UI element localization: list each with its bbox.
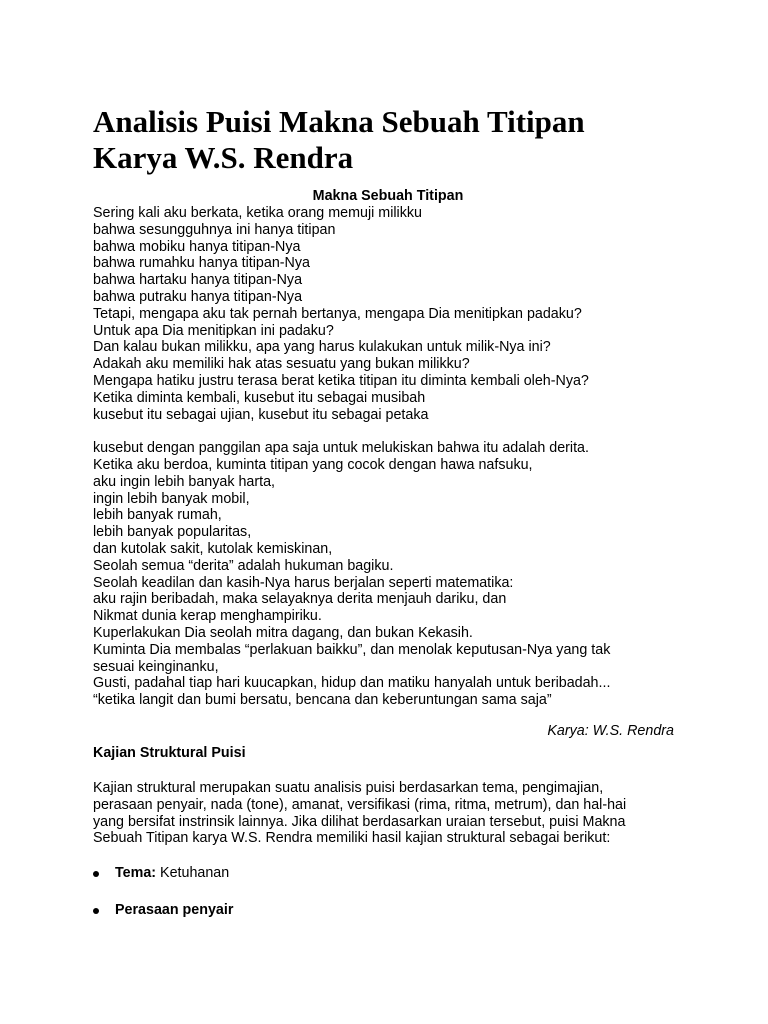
poem-line: Mengapa hatiku justru terasa berat ketika titipan itu diminta kembali oleh-Nya? [93, 372, 589, 389]
poem-title: Makna Sebuah Titipan [312, 188, 464, 204]
poem-line: Gusti, padahal tiap hari kuucapkan, hidup dan matiku hanyalah untuk beribadah... [93, 675, 611, 692]
poem-line: bahwa rumahku hanya titipan-Nya [93, 255, 310, 272]
poem-line: Nikmat dunia kerap menghampiriku. [93, 608, 322, 625]
paragraph-line: Sebuah Titipan karya W.S. Rendra memiliki hasil kajian struktural sebagai berikut: [93, 830, 611, 847]
poem-line: dan kutolak sakit, kutolak kemiskinan, [93, 540, 333, 557]
paragraph-line: yang bersifat instrinsik lainnya. Jika dilihat berdasarkan uraian tersebut, puisi Makna [93, 813, 626, 830]
poem-line: Adakah aku memiliki hak atas sesuatu yang bukan milikku? [93, 356, 470, 373]
analysis-paragraph [93, 780, 683, 847]
document-title-line1: Analisis Puisi Makna Sebuah Titipan [93, 104, 585, 139]
poem-stanza-1 [93, 205, 683, 423]
poem-line: Untuk apa Dia menitipkan ini padaku? [93, 322, 334, 339]
poem-line: bahwa mobiku hanya titipan-Nya [93, 238, 301, 255]
list-item-perasaan-penyair [115, 902, 233, 919]
poem-line: bahwa sesungguhnya ini hanya titipan [93, 221, 336, 238]
list-item-value: Ketuhanan [160, 865, 230, 881]
poem-line: sesuai keinginanku, [93, 658, 219, 675]
paragraph-line: perasaan penyair, nada (tone), amanat, versifikasi (rima, ritma, metrum), dan hal-hai [93, 796, 627, 813]
poem-author: Karya: W.S. Rendra [547, 723, 674, 739]
poem-line: aku ingin lebih banyak harta, [93, 473, 276, 490]
poem-line: Kuminta Dia membalas “perlakuan baikku”, dan menolak keputusan-Nya yang tak [93, 641, 611, 658]
poem-line: Seolah semua “derita” adalah hukuman bagiku. [93, 557, 394, 574]
list-item-label: Tema: [115, 865, 157, 881]
poem-line: Dan kalau bukan milikku, apa yang harus kulakukan untuk milik-Nya ini? [93, 339, 551, 356]
poem-line: Sering kali aku berkata, ketika orang memuji milikku [93, 205, 422, 221]
poem-line: kusebut itu sebagai ujian, kusebut itu sebagai petaka [93, 406, 429, 423]
poem-line: lebih banyak rumah, [93, 507, 222, 524]
poem-stanza-2 [93, 440, 683, 709]
document-title-line2: Karya W.S. Rendra [93, 140, 354, 175]
bullet-icon [93, 908, 99, 914]
stanza-spacer [93, 423, 683, 440]
poem-line: Kuperlakukan Dia seolah mitra dagang, dan bukan Kekasih. [93, 624, 473, 641]
paragraph-line: Kajian struktural merupakan suatu analisis puisi berdasarkan tema, pengimajian, [93, 780, 604, 796]
bullet-icon [93, 871, 99, 877]
poem-line: Ketika diminta kembali, kusebut itu sebagai musibah [93, 389, 426, 406]
poem-line: Ketika aku berdoa, kuminta titipan yang cocok dengan hawa nafsuku, [93, 456, 533, 473]
list-item-label: Perasaan penyair [115, 902, 234, 918]
list-item-tema [115, 865, 229, 882]
poem-line: bahwa hartaku hanya titipan-Nya [93, 272, 303, 289]
poem-line: aku rajin beribadah, maka selayaknya derita menjauh dariku, dan [93, 591, 507, 608]
poem-line: ingin lebih banyak mobil, [93, 490, 250, 507]
poem-line: Seolah keadilan dan kasih-Nya harus berjalan seperti matematika: [93, 574, 514, 591]
poem-block [93, 188, 683, 709]
poem-line: lebih banyak popularitas, [93, 524, 252, 541]
poem-line: bahwa putraku hanya titipan-Nya [93, 288, 303, 305]
poem-line: kusebut dengan panggilan apa saja untuk melukiskan bahwa itu adalah derita. [93, 440, 589, 457]
poem-line: Tetapi, mengapa aku tak pernah bertanya, mengapa Dia menitipkan padaku? [93, 305, 582, 322]
poem-line: “ketika langit dan bumi bersatu, bencana dan keberuntungan sama saja” [93, 692, 552, 709]
section-heading: Kajian Struktural Puisi [93, 745, 246, 761]
document-title [93, 104, 683, 176]
